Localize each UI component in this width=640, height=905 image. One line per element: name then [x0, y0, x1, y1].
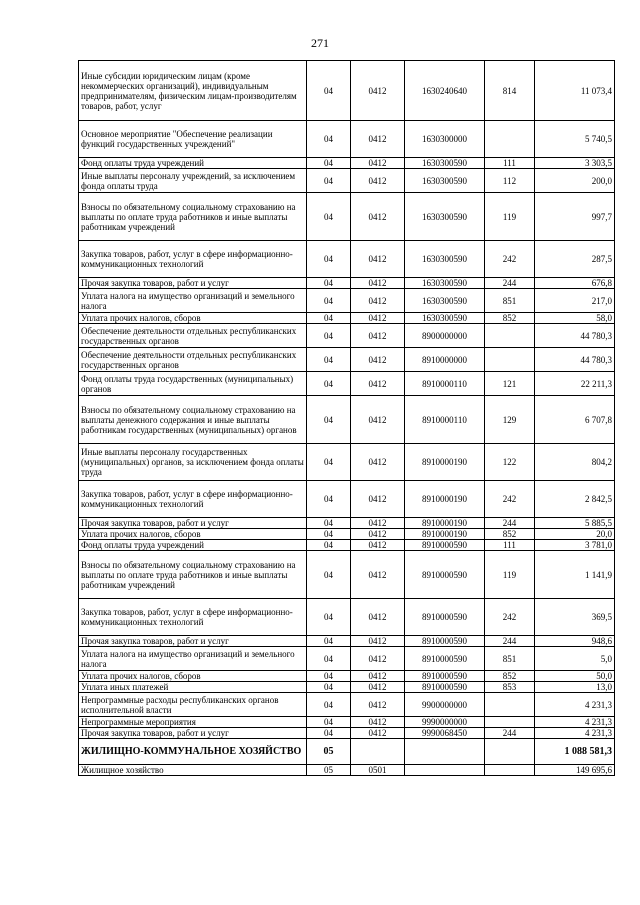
table-row [79, 647, 615, 671]
amount: 44 780,3 [535, 348, 615, 372]
amount: 44 780,3 [535, 324, 615, 348]
table-row [79, 444, 615, 481]
amount: 1 141,9 [535, 551, 615, 599]
target-article-code: 1630300590 [405, 169, 485, 193]
table-row [79, 121, 615, 158]
amount: 4 231,3 [535, 717, 615, 728]
amount: 948,6 [535, 636, 615, 647]
expense-type-code: 242 [485, 241, 535, 278]
table-row [79, 158, 615, 169]
expense-type-code: 852 [485, 529, 535, 540]
row-name: Прочая закупка товаров, работ и услуг [79, 728, 307, 739]
row-name: Иные выплаты персоналу учреждений, за исключением фонда оплаты труда [79, 169, 307, 193]
expense-type-code: 129 [485, 396, 535, 444]
subsection-code: 0412 [351, 61, 405, 121]
row-name: Закупка товаров, работ, услуг в сфере информационно-коммуникационных технологий [79, 599, 307, 636]
expense-type-code: 119 [485, 551, 535, 599]
table-row [79, 289, 615, 313]
target-article-code: 1630300000 [405, 121, 485, 158]
subsection-code: 0412 [351, 551, 405, 599]
expense-type-code: 244 [485, 728, 535, 739]
row-name: Уплата прочих налогов, сборов [79, 671, 307, 682]
section-code: 04 [307, 372, 351, 396]
row-name: Закупка товаров, работ, услуг в сфере информационно-коммуникационных технологий [79, 481, 307, 518]
section-code: 04 [307, 348, 351, 372]
section-code: 04 [307, 61, 351, 121]
expense-type-code: 852 [485, 313, 535, 324]
row-name: Непрограммные мероприятия [79, 717, 307, 728]
expense-type-code: 853 [485, 682, 535, 693]
table-row [79, 599, 615, 636]
amount: 50,0 [535, 671, 615, 682]
section-code: 04 [307, 647, 351, 671]
section-code: 04 [307, 289, 351, 313]
section-code: 04 [307, 241, 351, 278]
expense-type-code: 244 [485, 278, 535, 289]
amount: 997,7 [535, 193, 615, 241]
amount: 2 842,5 [535, 481, 615, 518]
row-name: Непрограммные расходы республиканских органов исполнительной власти [79, 693, 307, 717]
subsection-code: 0412 [351, 289, 405, 313]
row-name: Уплата иных платежей [79, 682, 307, 693]
table-row [79, 739, 615, 765]
target-article-code: 8910000190 [405, 481, 485, 518]
table-row [79, 728, 615, 739]
expense-type-code: 814 [485, 61, 535, 121]
row-name: ЖИЛИЩНО-КОММУНАЛЬНОЕ ХОЗЯЙСТВО [79, 739, 307, 765]
amount: 20,0 [535, 529, 615, 540]
subsection-code: 0412 [351, 717, 405, 728]
budget-table-body [79, 61, 615, 776]
amount: 369,5 [535, 599, 615, 636]
target-article-code: 1630300590 [405, 193, 485, 241]
target-article-code: 1630300590 [405, 278, 485, 289]
amount: 6 707,8 [535, 396, 615, 444]
section-code: 04 [307, 193, 351, 241]
row-name: Обеспечение деятельности отдельных республиканских государственных органов [79, 348, 307, 372]
subsection-code: 0412 [351, 348, 405, 372]
section-code: 04 [307, 717, 351, 728]
section-code: 04 [307, 551, 351, 599]
section-code: 04 [307, 121, 351, 158]
expense-type-code [485, 348, 535, 372]
section-code: 04 [307, 313, 351, 324]
expense-type-code: 242 [485, 599, 535, 636]
target-article-code: 8900000000 [405, 324, 485, 348]
expense-type-code [485, 324, 535, 348]
expense-type-code [485, 717, 535, 728]
target-article-code: 1630240640 [405, 61, 485, 121]
budget-table [78, 60, 615, 776]
row-name: Уплата прочих налогов, сборов [79, 313, 307, 324]
table-row [79, 540, 615, 551]
target-article-code: 8910000590 [405, 540, 485, 551]
amount: 3 781,0 [535, 540, 615, 551]
expense-type-code: 244 [485, 636, 535, 647]
subsection-code [351, 739, 405, 765]
subsection-code: 0412 [351, 481, 405, 518]
row-name: Иные субсидии юридическим лицам (кроме некоммерческих организаций), индивидуальным предпринимателям, физическим лицам-производителям товаров, работ, услуг [79, 61, 307, 121]
expense-type-code [485, 765, 535, 776]
section-code: 04 [307, 158, 351, 169]
row-name: Фонд оплаты труда учреждений [79, 158, 307, 169]
row-name: Взносы по обязательному социальному страхованию на выплаты по оплате труда работников и иные выплаты работникам учреждений [79, 551, 307, 599]
section-code: 04 [307, 518, 351, 529]
subsection-code: 0412 [351, 241, 405, 278]
section-code: 04 [307, 444, 351, 481]
target-article-code: 8910000110 [405, 396, 485, 444]
expense-type-code [485, 739, 535, 765]
target-article-code: 8910000590 [405, 682, 485, 693]
table-row [79, 324, 615, 348]
section-code: 04 [307, 396, 351, 444]
table-row [79, 396, 615, 444]
row-name: Иные выплаты персоналу государственных (муниципальных) органов, за исключением фонда оплаты труда [79, 444, 307, 481]
subsection-code: 0412 [351, 372, 405, 396]
table-row [79, 765, 615, 776]
page-number: 271 [311, 36, 329, 50]
table-row [79, 278, 615, 289]
amount: 149 695,6 [535, 765, 615, 776]
row-name: Уплата налога на имущество организаций и земельного налога [79, 647, 307, 671]
row-name: Жилищное хозяйство [79, 765, 307, 776]
row-name: Закупка товаров, работ, услуг в сфере информационно-коммуникационных технологий [79, 241, 307, 278]
subsection-code: 0412 [351, 396, 405, 444]
table-row [79, 348, 615, 372]
expense-type-code: 851 [485, 647, 535, 671]
subsection-code: 0412 [351, 158, 405, 169]
table-row [79, 551, 615, 599]
target-article-code: 8910000190 [405, 444, 485, 481]
section-code: 04 [307, 324, 351, 348]
table-row [79, 372, 615, 396]
table-row [79, 518, 615, 529]
amount: 5 740,5 [535, 121, 615, 158]
target-article-code: 1630300590 [405, 158, 485, 169]
amount: 217,0 [535, 289, 615, 313]
target-article-code: 8910000590 [405, 599, 485, 636]
expense-type-code: 242 [485, 481, 535, 518]
amount: 676,8 [535, 278, 615, 289]
row-name: Прочая закупка товаров, работ и услуг [79, 636, 307, 647]
subsection-code: 0412 [351, 728, 405, 739]
row-name: Фонд оплаты труда государственных (муниципальных) органов [79, 372, 307, 396]
subsection-code: 0412 [351, 529, 405, 540]
subsection-code: 0412 [351, 278, 405, 289]
table-row [79, 193, 615, 241]
target-article-code: 8910000190 [405, 518, 485, 529]
expense-type-code: 111 [485, 158, 535, 169]
row-name: Прочая закупка товаров, работ и услуг [79, 518, 307, 529]
amount: 58,0 [535, 313, 615, 324]
expense-type-code: 122 [485, 444, 535, 481]
section-code: 04 [307, 682, 351, 693]
target-article-code: 9990068450 [405, 728, 485, 739]
amount: 5,0 [535, 647, 615, 671]
amount: 3 303,5 [535, 158, 615, 169]
section-code: 05 [307, 765, 351, 776]
row-name: Основное мероприятие "Обеспечение реализации функций государственных учреждений" [79, 121, 307, 158]
row-name: Взносы по обязательному социальному страхованию на выплаты по оплате труда работников и иные выплаты работникам учреждений [79, 193, 307, 241]
row-name: Уплата прочих налогов, сборов [79, 529, 307, 540]
subsection-code: 0412 [351, 444, 405, 481]
subsection-code: 0412 [351, 540, 405, 551]
amount: 13,0 [535, 682, 615, 693]
target-article-code: 1630300590 [405, 313, 485, 324]
subsection-code: 0412 [351, 518, 405, 529]
target-article-code: 8910000190 [405, 529, 485, 540]
subsection-code: 0412 [351, 599, 405, 636]
subsection-code: 0501 [351, 765, 405, 776]
amount: 1 088 581,3 [535, 739, 615, 765]
target-article-code: 8910000590 [405, 636, 485, 647]
subsection-code: 0412 [351, 313, 405, 324]
section-code: 04 [307, 693, 351, 717]
table-row [79, 682, 615, 693]
section-code: 04 [307, 599, 351, 636]
target-article-code: 9900000000 [405, 693, 485, 717]
amount: 804,2 [535, 444, 615, 481]
section-code: 04 [307, 540, 351, 551]
target-article-code: 9990000000 [405, 717, 485, 728]
target-article-code: 8910000590 [405, 671, 485, 682]
row-name: Взносы по обязательному социальному страхованию на выплаты денежного содержания и иные выплаты работникам государственных (муниципальных) органов [79, 396, 307, 444]
section-code: 04 [307, 169, 351, 193]
target-article-code: 1630300590 [405, 241, 485, 278]
target-article-code [405, 739, 485, 765]
target-article-code [405, 765, 485, 776]
expense-type-code: 121 [485, 372, 535, 396]
section-code: 04 [307, 529, 351, 540]
section-code: 04 [307, 636, 351, 647]
subsection-code: 0412 [351, 693, 405, 717]
subsection-code: 0412 [351, 121, 405, 158]
table-row [79, 717, 615, 728]
expense-type-code: 111 [485, 540, 535, 551]
table-row [79, 636, 615, 647]
amount: 11 073,4 [535, 61, 615, 121]
subsection-code: 0412 [351, 682, 405, 693]
section-code: 04 [307, 481, 351, 518]
amount: 5 885,5 [535, 518, 615, 529]
row-name: Уплата налога на имущество организаций и земельного налога [79, 289, 307, 313]
subsection-code: 0412 [351, 324, 405, 348]
table-row [79, 481, 615, 518]
expense-type-code: 119 [485, 193, 535, 241]
expense-type-code: 244 [485, 518, 535, 529]
table-row [79, 529, 615, 540]
target-article-code: 8910000000 [405, 348, 485, 372]
table-row [79, 313, 615, 324]
target-article-code: 1630300590 [405, 289, 485, 313]
amount: 200,0 [535, 169, 615, 193]
expense-type-code [485, 121, 535, 158]
subsection-code: 0412 [351, 647, 405, 671]
subsection-code: 0412 [351, 169, 405, 193]
amount: 287,5 [535, 241, 615, 278]
subsection-code: 0412 [351, 671, 405, 682]
amount: 4 231,3 [535, 728, 615, 739]
amount: 4 231,3 [535, 693, 615, 717]
section-code: 04 [307, 278, 351, 289]
row-name: Прочая закупка товаров, работ и услуг [79, 278, 307, 289]
target-article-code: 8910000590 [405, 551, 485, 599]
subsection-code: 0412 [351, 636, 405, 647]
table-row [79, 693, 615, 717]
expense-type-code: 112 [485, 169, 535, 193]
subsection-code: 0412 [351, 193, 405, 241]
target-article-code: 8910000110 [405, 372, 485, 396]
expense-type-code: 851 [485, 289, 535, 313]
section-code: 05 [307, 739, 351, 765]
table-row [79, 671, 615, 682]
target-article-code: 8910000590 [405, 647, 485, 671]
expense-type-code: 852 [485, 671, 535, 682]
table-row [79, 61, 615, 121]
section-code: 04 [307, 671, 351, 682]
expense-type-code [485, 693, 535, 717]
section-code: 04 [307, 728, 351, 739]
table-row [79, 241, 615, 278]
table-row [79, 169, 615, 193]
row-name: Фонд оплаты труда учреждений [79, 540, 307, 551]
amount: 22 211,3 [535, 372, 615, 396]
row-name: Обеспечение деятельности отдельных республиканских государственных органов [79, 324, 307, 348]
